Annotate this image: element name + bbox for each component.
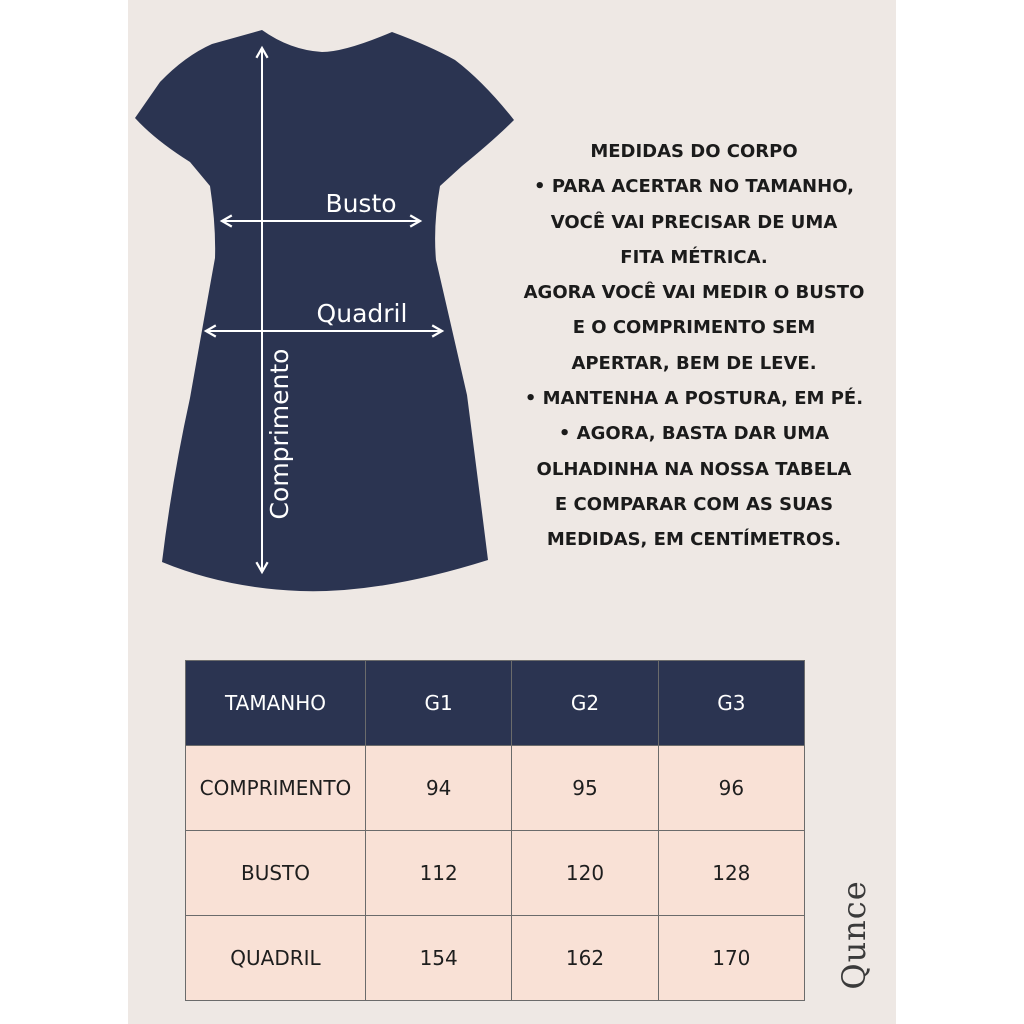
table-cell: 162 bbox=[512, 916, 658, 1001]
header-cell-size: TAMANHO bbox=[186, 661, 366, 746]
brand-logo: Qunce bbox=[835, 880, 873, 990]
instruction-line: E O COMPRIMENTO SEM bbox=[572, 317, 816, 339]
bust-label: Busto bbox=[325, 189, 397, 218]
table-cell: 94 bbox=[366, 746, 512, 831]
table-cell: 170 bbox=[658, 916, 804, 1001]
header-cell-g1: G1 bbox=[366, 661, 512, 746]
table-cell: 120 bbox=[512, 831, 658, 916]
length-label: Comprimento bbox=[265, 348, 294, 520]
size-table bbox=[185, 660, 805, 1001]
header-cell-g2: G2 bbox=[512, 661, 658, 746]
row-label: QUADRIL bbox=[186, 916, 366, 1001]
instruction-title: MEDIDAS DO CORPO bbox=[590, 141, 798, 162]
instruction-line: • MANTENHA A POSTURA, EM PÉ. bbox=[524, 388, 864, 410]
instruction-line: • PARA ACERTAR NO TAMANHO, bbox=[534, 176, 854, 198]
table-row bbox=[186, 831, 805, 916]
table-cell: 128 bbox=[658, 831, 804, 916]
table-header-row bbox=[186, 661, 805, 746]
instruction-line: OLHADINHA NA NOSSA TABELA bbox=[536, 458, 852, 480]
instruction-line: E COMPARAR COM AS SUAS bbox=[554, 493, 834, 515]
row-label: BUSTO bbox=[186, 831, 366, 916]
table-cell: 154 bbox=[366, 916, 512, 1001]
row-label: COMPRIMENTO bbox=[186, 746, 366, 831]
table-cell: 112 bbox=[366, 831, 512, 916]
measurement-instructions bbox=[506, 134, 882, 558]
instruction-line: VOCÊ VAI PRECISAR DE UMA bbox=[550, 211, 838, 233]
table-row bbox=[186, 746, 805, 831]
instruction-line: APERTAR, BEM DE LEVE. bbox=[571, 352, 817, 374]
table-cell: 96 bbox=[658, 746, 804, 831]
instruction-line: • AGORA, BASTA DAR UMA bbox=[558, 423, 830, 445]
instruction-line: MEDIDAS, EM CENTÍMETROS. bbox=[546, 529, 842, 551]
instruction-line: AGORA VOCÊ VAI MEDIR O BUSTO bbox=[523, 282, 865, 304]
hip-label: Quadril bbox=[316, 299, 408, 328]
table-cell: 95 bbox=[512, 746, 658, 831]
header-cell-g3: G3 bbox=[658, 661, 804, 746]
instruction-line: FITA MÉTRICA. bbox=[620, 246, 768, 268]
table-row bbox=[186, 916, 805, 1001]
